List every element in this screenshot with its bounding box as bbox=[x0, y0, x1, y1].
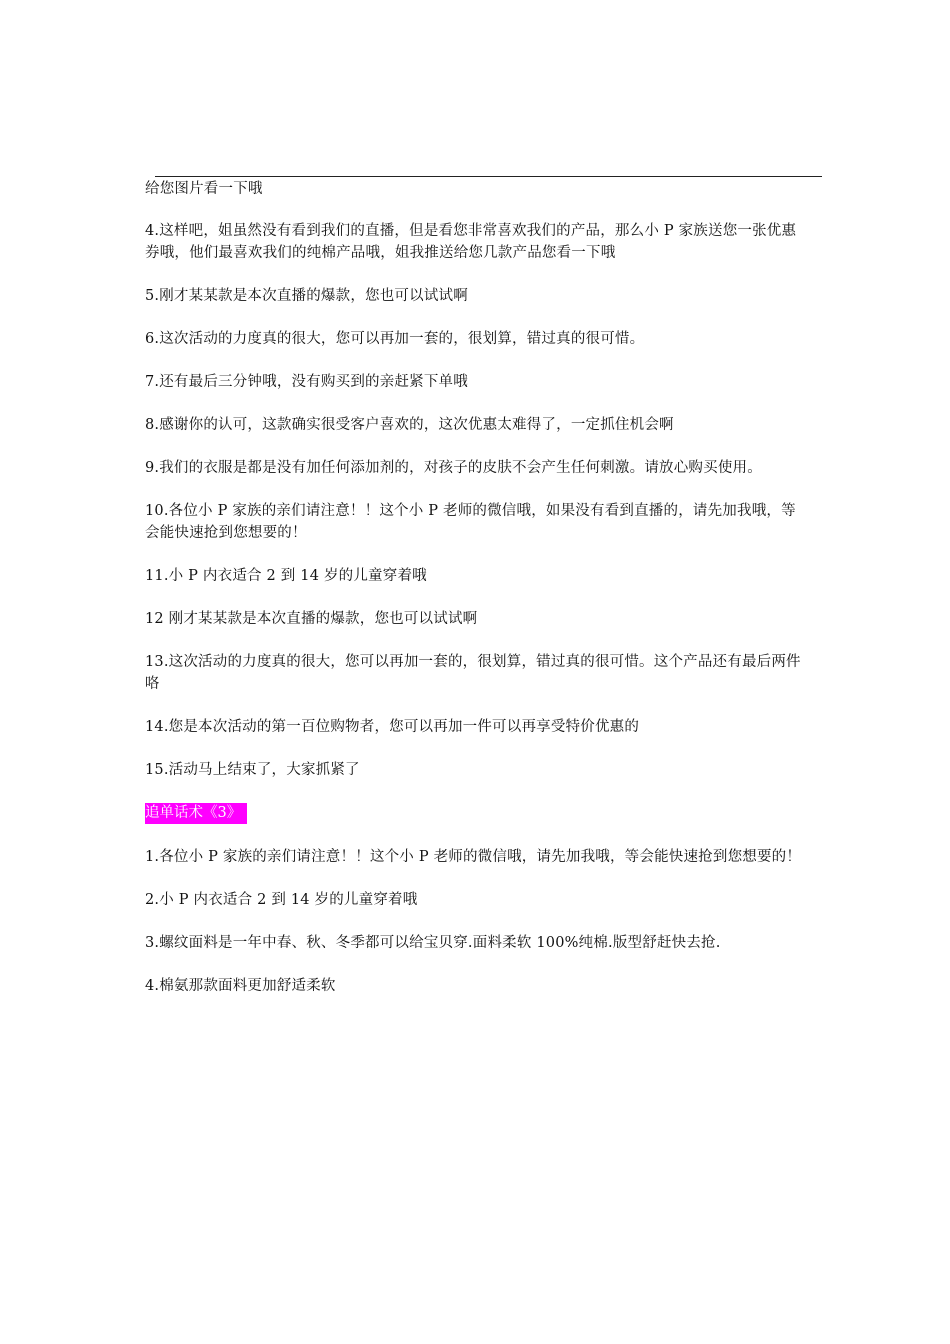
paragraph: 3.螺纹面料是一年中春、秋、冬季都可以给宝贝穿.面料柔软 100%纯棉.版型舒赶快去抢. bbox=[145, 935, 721, 951]
paragraph: 给您图片看一下哦 bbox=[145, 181, 263, 197]
paragraph: 13.这次活动的力度真的很大，您可以再加一套的，很划算，错过真的很可惜。这个产品还有最后两件咯 bbox=[145, 654, 801, 692]
paragraph: 14.您是本次活动的第一百位购物者，您可以再加一件可以再享受特价优惠的 bbox=[145, 719, 640, 735]
header-rule bbox=[155, 176, 822, 177]
paragraph: 5.刚才某某款是本次直播的爆款，您也可以试试啊 bbox=[145, 288, 468, 304]
paragraph: 7.还有最后三分钟哦，没有购买到的亲赶紧下单哦 bbox=[145, 374, 468, 390]
paragraph: 11.小 P 内衣适合 2 到 14 岁的儿童穿着哦 bbox=[145, 568, 427, 584]
paragraph: 2.小 P 内衣适合 2 到 14 岁的儿童穿着哦 bbox=[145, 892, 418, 908]
paragraph: 4.这样吧，姐虽然没有看到我们的直播，但是看您非常喜欢我们的产品，那么小 P 家族送您一张优惠券哦，他们最喜欢我们的纯棉产品哦，姐我推送给您几款产品您看一下哦 bbox=[145, 223, 797, 261]
paragraph: 9.我们的衣服是都是没有加任何添加剂的，对孩子的皮肤不会产生任何刺激。请放心购买使用。 bbox=[145, 460, 762, 476]
paragraph: 12 刚才某某款是本次直播的爆款，您也可以试试啊 bbox=[145, 611, 478, 627]
paragraph: 10.各位小 P 家族的亲们请注意！！这个小 P 老师的微信哦，如果没有看到直播的，请先加我哦，等会能快速抢到您想要的！ bbox=[145, 503, 796, 541]
document-body bbox=[145, 178, 810, 1018]
paragraph: 6.这次活动的力度真的很大，您可以再加一套的，很划算，错过真的很可惜。 bbox=[145, 331, 645, 347]
paragraph: 8.感谢你的认可，这款确实很受客户喜欢的，这次优惠太难得了，一定抓住机会啊 bbox=[145, 417, 674, 433]
paragraph: 15.活动马上结束了，大家抓紧了 bbox=[145, 762, 360, 778]
section-heading: 追单话术《3》 bbox=[145, 803, 247, 824]
section-heading-wrapper bbox=[145, 802, 810, 824]
paragraph: 4.棉氨那款面料更加舒适柔软 bbox=[145, 978, 336, 994]
paragraph: 1.各位小 P 家族的亲们请注意！！这个小 P 老师的微信哦，请先加我哦，等会能快速抢到您想要的！ bbox=[145, 849, 802, 865]
